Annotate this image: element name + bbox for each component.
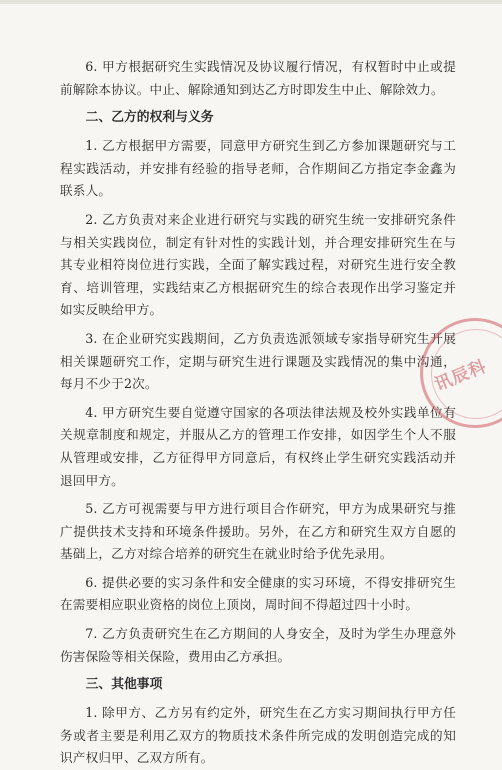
clause-2-3: 3. 在企业研究实践期间，乙方负责选派领域专家指导研究生开展相关课题研究工作，定期与研究生进行课题及实践情况的集中沟通，每月不少于2次。 [60, 330, 456, 392]
clause-2-4: 4. 甲方研究生要自觉遵守国家的各项法律法规及校外实践单位有关规章制度和规定，并服从乙方的管理工作安排，如因学生个人不服从管理或安排，乙方征得甲方同意后，有权终止学生研究实践活动并退回甲方。 [60, 404, 456, 488]
clause-1-6: 6. 甲方根据研究生实践情况及协议履行情况，有权暂时中止或提前解除本协议。中止、解除通知到达乙方时即发生中止、解除效力。 [60, 59, 456, 97]
section-heading-2: 二、乙方的权利与义务 [85, 110, 214, 126]
clause-2-7: 7. 乙方负责研究生在乙方期间的人身安全，及时为学生办理意外伤害保险等相关保险，费用由乙方承担。 [60, 626, 456, 664]
section-heading-3: 三、其他事项 [85, 677, 163, 693]
clause-2-2: 2. 乙方负责对来企业进行研究与实践的研究生统一安排研究条件与相关实践岗位，制定有针对性的实践计划，并合理安排研究生在与其专业相符岗位进行实践，全面了解实践过程，对研究生进行安全教育、培训管理，实践结束乙方根据研究生的综合表现作出学习鉴定并如实反映给甲方。 [60, 211, 456, 318]
clause-2-6: 6. 提供必要的实习条件和安全健康的实习环境，不得安排研究生在需要相应职业资格的岗位上顶岗，周时间不得超过四十小时。 [60, 574, 456, 613]
seal-text: 讯辰科 [432, 356, 490, 396]
clause-2-1: 1. 乙方根据甲方需要，同意甲方研究生到乙方参加课题研究与工程实践活动，并安排有经验的指导老师，合作期间乙方指定李金鑫为联系人。 [60, 138, 456, 199]
clause-3-1: 1. 除甲方、乙方另有约定外，研究生在乙方实习期间执行甲方任务或者主要是利用乙双方的物质技术条件所完成的发明创造完成的知识产权归甲、乙双方所有。 [60, 705, 456, 766]
clause-2-5: 5. 乙方可视需要与甲方进行项目合作研究，甲方为成果研究与推广提供技术支持和环境条件援助。另外，在乙方和研究生双方自愿的基础上，乙方对综合培养的研究生在就业时给予优先录用。 [60, 501, 456, 562]
